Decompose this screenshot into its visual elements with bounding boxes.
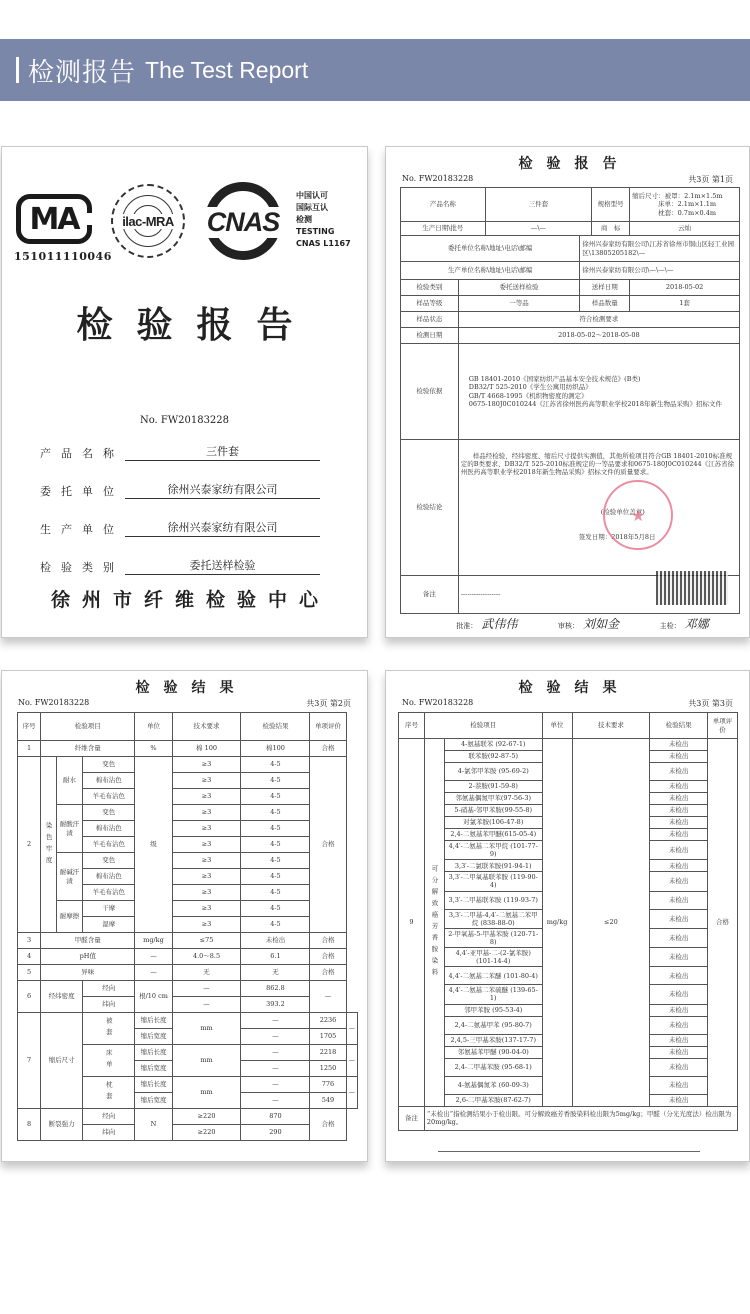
table-cell: 干摩 [83, 901, 135, 917]
table-row [18, 901, 358, 917]
table-cell: ≥3 [172, 901, 241, 917]
banner-accent-bar [16, 57, 19, 83]
substance-cell: 4,4′-二氨基二苯醚 (101-80-4) [444, 967, 542, 985]
table-cell: 776 [310, 1077, 346, 1093]
header-cell: 检验结果 [241, 713, 310, 741]
result-cell: 未检出 [650, 1004, 708, 1016]
table-cell: — [241, 1061, 310, 1077]
result-cell: 未检出 [650, 928, 708, 947]
cma-number: 151011110046 [14, 250, 112, 263]
table-cell: N [135, 1109, 172, 1141]
header-cell: 单项评价 [708, 713, 738, 739]
table-cell: 4-5 [241, 869, 310, 885]
table-cell: 棉100 [241, 741, 310, 757]
report-summary-page[interactable] [385, 146, 750, 638]
result-cell: 未检出 [650, 1094, 708, 1106]
fabric-sample-swatch [656, 571, 728, 605]
table-cell: 级 [135, 757, 172, 933]
table-cell: 羊毛布沾色 [83, 837, 135, 853]
table-cell: 缩后长度 [135, 1045, 172, 1061]
label-cell: 备注 [401, 576, 459, 614]
table-cell: ≥3 [172, 773, 241, 789]
conclusion-text: 样品经检验，经纬密度、缩后尺寸提供实测值，其他所检项目符合GB 18401-2010标准规定的B类要求、DB32/T 525-2010标准规定的一等品要求和0675-180J0C010244《江苏省徐州医药高等职业学校2018年新生物品采购》招标文件的质量要求。 [460, 452, 735, 477]
report-number: No. FW20183228 [18, 698, 90, 707]
issue-date: 签发日期：2018年5月8日 [578, 532, 656, 541]
certification-logos [14, 182, 363, 272]
table-cell: 393.2 [241, 997, 310, 1013]
table-cell: 甲醛含量 [41, 933, 135, 949]
table-cell: 7 [18, 1013, 41, 1109]
label-cell: 生产日期\批号 [401, 222, 486, 236]
result-cell: 未检出 [650, 948, 708, 967]
table-cell: 4 [18, 949, 41, 965]
cnas-caption-line: TESTING [296, 227, 335, 236]
results-page-2[interactable] [1, 670, 368, 1162]
remarks-cell: ------------------ [458, 576, 739, 614]
substance-cell: 邻氨基偶氮甲苯(97-56-3) [444, 793, 542, 805]
table-cell: 4.0～8.5 [172, 949, 241, 965]
table-cell: — [346, 1045, 358, 1077]
table-row [18, 1013, 358, 1029]
table-cell: 缩后尺寸 [41, 1013, 83, 1109]
ilac-mra-logo-icon [111, 184, 185, 258]
table-cell: ≥3 [172, 837, 241, 853]
result-cell: 未检出 [650, 860, 708, 872]
table-cell: ≥220 [172, 1125, 241, 1141]
table-cell: — [172, 997, 241, 1013]
table-cell: 4-5 [241, 885, 310, 901]
cover-title: 检验报告 [76, 305, 317, 346]
value-cell: 2018-05-02 [630, 280, 740, 296]
signature-row [436, 615, 729, 632]
value-cell: 云灿 [630, 222, 740, 236]
table-row [18, 981, 358, 997]
substance-cell: 3,3′-二甲基-4,4′-二氨基二苯甲烷 (838-88-0) [444, 909, 542, 928]
label-cell: 商 标 [592, 222, 630, 236]
results-page-3[interactable] [385, 670, 750, 1162]
table-cell: mm [172, 1013, 241, 1045]
table-cell: 4-5 [241, 789, 310, 805]
table-cell: 湿摩 [83, 917, 135, 933]
table-cell: 棉 100 [172, 741, 241, 757]
label-cell: 生产单位名称\地址\电话\邮编 [401, 262, 580, 280]
result-cell: 未检出 [650, 872, 708, 891]
substance-cell: 5-硝基-邻甲苯胺(99-55-8) [444, 805, 542, 817]
label-cell: 检验类别 [401, 280, 459, 296]
substance-cell: 联苯胺(92-87-5) [444, 751, 542, 763]
banner-title-cn: 检测报告 [28, 57, 137, 88]
table-cell: — [172, 981, 241, 997]
results-table-p3 [398, 712, 738, 1131]
remarks-label: 备注 [399, 1106, 425, 1130]
table-cell: 合格 [310, 949, 346, 965]
table-cell: 549 [310, 1093, 346, 1109]
label-cell: 样品等级 [401, 296, 459, 312]
table-cell: 缩后宽度 [135, 1029, 172, 1045]
remarks-row [399, 1106, 738, 1130]
table-cell: — [135, 965, 172, 981]
field-label: 检验类别 [40, 561, 124, 574]
result-cell: 未检出 [650, 829, 708, 841]
table-cell: pH值 [41, 949, 135, 965]
table-cell: — [241, 1029, 310, 1045]
cover-field-client [40, 481, 320, 499]
substance-cell: 2,4-二氨基苯甲醚(615-05-4) [444, 829, 542, 841]
substance-cell: 4,4′-二氨基二苯甲烷 (101-77-9) [444, 841, 542, 860]
subgroup-label: 耐碱汗渍 [57, 853, 83, 901]
page-info: 共3页 第3页 [688, 699, 733, 708]
testing-organization: 徐州市纤维检验中心 [50, 589, 330, 611]
vertical-label: 染色牢度 [44, 821, 53, 868]
result-cell: 未检出 [650, 1016, 708, 1034]
substance-cell: 3,3′-二甲氧基联苯胺 (119-90-4) [444, 872, 542, 891]
table-cell: 290 [241, 1125, 310, 1141]
table-cell: 经纬密度 [41, 981, 83, 1013]
result-cell: 未检出 [650, 763, 708, 781]
cover-field-producer [40, 519, 320, 537]
value-cell: 徐州兴泰家纺有限公司\江苏省徐州市铜山区轻工业园区\13805205182\— [580, 236, 740, 262]
cnas-logo-icon [200, 182, 286, 262]
table-cell: 经向 [83, 1109, 135, 1125]
cnas-caption-line: 国际互认 [296, 203, 328, 212]
section-banner [0, 39, 750, 101]
spec-line: 缩后尺寸：被罩：2.1m×1.5m [632, 192, 723, 201]
conclusion-cell [458, 440, 739, 576]
basis-line: GB 18401-2010《国家纺织产品基本安全技术规范》(B类) [468, 375, 641, 384]
table-cell: 2236 [310, 1013, 346, 1029]
vertical-label: 可分解致癌芳香胺染料 [430, 864, 439, 980]
vertical-label: 被套 [104, 1017, 113, 1040]
label-cell: 规格型号 [592, 188, 630, 222]
value-cell: 2018-05-02～2018-05-08 [458, 328, 739, 344]
table-cell: 4-5 [241, 917, 310, 933]
table-cell: 合格 [708, 739, 738, 1107]
table-cell: 变色 [83, 805, 135, 821]
cover-field-test-type [40, 557, 320, 575]
header-cell: 检验结果 [650, 713, 708, 739]
results-meta [402, 698, 733, 709]
table-cell: — [241, 1093, 310, 1109]
table-cell: ≥3 [172, 853, 241, 869]
table-cell: — [135, 949, 172, 965]
label-cell: 委托单位名称\地址\电话\邮编 [401, 236, 580, 262]
cnas-caption-line: 检测 [296, 215, 312, 224]
table-cell: 纬向 [83, 1125, 135, 1141]
header-row [18, 713, 358, 741]
substance-cell: 3,3′-二氯联苯胺(91-94-1) [444, 860, 542, 872]
value-cell: 符合检测要求 [458, 312, 739, 328]
subgroup-label [83, 1077, 135, 1109]
result-cell: 未检出 [650, 739, 708, 751]
table-cell: 1250 [310, 1061, 346, 1077]
table-row [18, 1109, 358, 1125]
header-cell: 检验项目 [424, 713, 542, 739]
table-cell: % [135, 741, 172, 757]
table-cell: ≥3 [172, 789, 241, 805]
results-title: 检验结果 [135, 680, 248, 696]
label-cell: 送样日期 [580, 280, 630, 296]
cover-field-product [40, 443, 320, 461]
table-cell: ≥3 [172, 885, 241, 901]
substance-cell: 4,4′-二氨基二苯硫醚 (139-65-1) [444, 985, 542, 1004]
table-cell: — [310, 981, 346, 1013]
group-label [424, 739, 444, 1107]
substance-cell: 2,4,5-三甲基苯胺(137-17-7) [444, 1034, 542, 1046]
table-cell: 缩后长度 [135, 1013, 172, 1029]
results-title: 检验结果 [518, 680, 631, 696]
value-cell: 徐州兴泰家纺有限公司\—\—\— [580, 262, 740, 280]
header-cell: 单位 [542, 713, 572, 739]
table-cell: 合格 [310, 741, 346, 757]
table-cell: 根/10 cm [135, 981, 172, 1013]
value-cell: 1套 [630, 296, 740, 312]
table-cell: — [346, 1077, 358, 1109]
table-cell: mg/kg [135, 933, 172, 949]
table-cell: 9 [399, 739, 425, 1107]
table-row [18, 757, 358, 773]
header-cell: 技术要求 [172, 713, 241, 741]
spec-cell [630, 188, 740, 222]
table-cell: ≥220 [172, 1109, 241, 1125]
field-label: 生产单位 [40, 523, 124, 536]
table-cell: 合格 [310, 1109, 346, 1141]
subgroup-label: 耐酸汗渍 [57, 805, 83, 853]
substance-cell: 2,4-二甲基苯胺 (95-68-1) [444, 1058, 542, 1076]
table-cell: — [346, 1013, 358, 1045]
table-cell: 4-5 [241, 837, 310, 853]
table-cell: ≥3 [172, 917, 241, 933]
table-cell: 4-5 [241, 773, 310, 789]
table-cell: 经向 [83, 981, 135, 997]
result-cell: 未检出 [650, 967, 708, 985]
cnas-caption-line: 中国认可 [296, 191, 328, 200]
substance-cell: 邻甲苯胺 (95-53-4) [444, 1004, 542, 1016]
results-meta [18, 698, 351, 709]
table-cell: 纤维含量 [41, 741, 135, 757]
table-cell: ≥3 [172, 757, 241, 773]
result-cell: 未检出 [650, 1034, 708, 1046]
table-cell: 4-5 [241, 805, 310, 821]
basis-line: DB32/T 525-2010《学生公寓用纺织品》 [468, 383, 592, 392]
table-cell: mg/kg [542, 739, 572, 1107]
basis-cell [458, 344, 739, 440]
table-cell: 870 [241, 1109, 310, 1125]
table-cell: mm [172, 1077, 241, 1109]
table-cell: 1 [18, 741, 41, 757]
table-cell: 4-5 [241, 901, 310, 917]
label-cell: 产品名称 [401, 188, 486, 222]
substance-cell: 4-氯邻甲苯胺 (95-69-2) [444, 763, 542, 781]
table-cell: 棉布沾色 [83, 773, 135, 789]
field-value: 徐州兴泰家纺有限公司 [125, 519, 320, 537]
header-cell: 检验项目 [41, 713, 135, 741]
table-row [18, 933, 358, 949]
basis-line: GB/T 4668-1995《机织物密度的测定》 [468, 391, 588, 400]
table-cell: 未检出 [241, 933, 310, 949]
table-cell: 无 [172, 965, 241, 981]
value-cell: 三件套 [485, 188, 592, 222]
label-cell: 检测日期 [401, 328, 459, 344]
value-cell: —\— [485, 222, 592, 236]
substance-cell: 2,4-二氨基甲苯 (95-80-7) [444, 1016, 542, 1034]
substance-cell: 2,6-二甲基苯胺(87-62-7) [444, 1094, 542, 1106]
table-cell: 羊毛布沾色 [83, 885, 135, 901]
field-value: 三件套 [125, 443, 320, 461]
table-cell: 羊毛布沾色 [83, 789, 135, 805]
cnas-logo-text: CNAS [200, 207, 286, 238]
table-cell: — [241, 1013, 310, 1029]
subgroup-label: 耐摩擦 [57, 901, 83, 933]
report-title: 检验报告 [518, 156, 631, 172]
substance-cell: 对氯苯胺(106-47-8) [444, 817, 542, 829]
signature-approve: 批准： 武伟伟 [456, 617, 518, 631]
signature-inspector: 主检： 邓娜 [659, 617, 709, 631]
cnas-caption-line: CNAS L1167 [296, 239, 351, 248]
report-cover-page[interactable] [1, 146, 368, 638]
table-cell: 2218 [310, 1045, 346, 1061]
subgroup-label [83, 1013, 135, 1045]
table-cell: 合格 [310, 933, 346, 949]
table-cell: 无 [241, 965, 310, 981]
subgroup-label: 耐水 [57, 757, 83, 805]
result-cell: 未检出 [650, 1076, 708, 1094]
table-cell: 合格 [310, 757, 346, 933]
table-cell: 缩后宽度 [135, 1061, 172, 1077]
table-cell: 断裂强力 [41, 1109, 83, 1141]
table-cell: 合格 [310, 965, 346, 981]
table-cell: 缩后宽度 [135, 1093, 172, 1109]
substance-cell: 邻氨基苯甲醚 (90-04-0) [444, 1046, 542, 1058]
field-value: 徐州兴泰家纺有限公司 [125, 481, 320, 499]
table-cell: 6 [18, 981, 41, 1013]
result-cell: 未检出 [650, 751, 708, 763]
page-info: 共3页 第2页 [306, 699, 351, 708]
table-row [18, 805, 358, 821]
table-cell: 变色 [83, 757, 135, 773]
signature-review: 审核： 刘如金 [557, 617, 619, 631]
table-row [18, 853, 358, 869]
table-cell: ≥3 [172, 869, 241, 885]
header-cell: 单项评价 [310, 713, 346, 741]
result-cell: 未检出 [650, 793, 708, 805]
official-seal-stamp [603, 480, 673, 550]
table-cell: 6.1 [241, 949, 310, 965]
table-cell: 4-5 [241, 853, 310, 869]
label-cell: 样品状态 [401, 312, 459, 328]
table-cell: 1705 [310, 1029, 346, 1045]
ilac-logo-text: ilac-MRA [122, 213, 174, 229]
table-cell: 变色 [83, 853, 135, 869]
table-cell: 4-5 [241, 821, 310, 837]
label-cell: 检验依据 [401, 344, 459, 440]
banner-title-en: The Test Report [145, 56, 309, 83]
table-cell: 纬向 [83, 997, 135, 1013]
result-cell: 未检出 [650, 909, 708, 928]
vertical-label: 床单 [104, 1049, 113, 1072]
table-cell: — [241, 1045, 310, 1061]
table-cell: 8 [18, 1109, 41, 1141]
substance-cell: 2-萘胺(91-59-8) [444, 781, 542, 793]
header-row [399, 713, 738, 739]
header-cell: 序号 [399, 713, 425, 739]
stamp-note: (检验单位盖章) [600, 508, 645, 517]
report-number: No. FW20183228 [402, 698, 474, 707]
substance-cell: 2-甲氧基-5-甲基苯胺 (120-71-8) [444, 928, 542, 947]
subgroup-label [83, 1045, 135, 1077]
result-cell: 未检出 [650, 985, 708, 1004]
substance-cell: 3,3′-二甲基联苯胺 (119-93-7) [444, 891, 542, 909]
cover-report-number: No. FW20183228 [139, 415, 230, 426]
spec-line: 枕套：0.7m×0.4m [658, 208, 717, 217]
label-cell: 检验结论 [401, 440, 459, 576]
table-cell: 棉布沾色 [83, 821, 135, 837]
result-cell: 未检出 [650, 1046, 708, 1058]
basis-line: 0675-180J0C010244《江苏省徐州医药高等职业学校2018年新生物品采购》招标文件 [468, 399, 722, 408]
header-cell: 单位 [135, 713, 172, 741]
header-cell: 序号 [18, 713, 41, 741]
report-number: No. FW20183228 [402, 174, 474, 183]
table-row [399, 739, 738, 751]
value-cell: 委托送样检验 [458, 280, 580, 296]
cma-logo-icon: MA [16, 194, 92, 244]
label-cell: 样品数量 [580, 296, 630, 312]
vertical-label: 枕套 [104, 1081, 113, 1104]
field-label: 产品名称 [40, 447, 124, 460]
table-row [18, 949, 358, 965]
page-info: 共3页 第1页 [688, 175, 733, 184]
result-cell: 未检出 [650, 805, 708, 817]
table-cell: 862.8 [241, 981, 310, 997]
table-cell: ≤75 [172, 933, 241, 949]
report-summary-table [400, 187, 740, 614]
cnas-caption [296, 190, 351, 250]
table-cell: 异味 [41, 965, 135, 981]
results-table-p2 [17, 712, 358, 1141]
result-cell: 未检出 [650, 891, 708, 909]
table-row [18, 965, 358, 981]
table-cell: mm [172, 1045, 241, 1077]
table-cell: 5 [18, 965, 41, 981]
value-cell: 一等品 [458, 296, 580, 312]
result-cell: 未检出 [650, 781, 708, 793]
group-label [41, 757, 57, 933]
table-cell: 2 [18, 757, 41, 933]
substance-cell: 4,4′-亚甲基-二-(2-氯苯胺) (101-14-4) [444, 948, 542, 967]
result-cell: 未检出 [650, 841, 708, 860]
field-value: 委托送样检验 [125, 557, 320, 575]
substance-cell: 4-氨基联苯 (92-67-1) [444, 739, 542, 751]
table-cell: — [241, 1077, 310, 1093]
report-meta [402, 174, 733, 185]
spec-line: 床单：2.1m×1.1m [658, 200, 717, 209]
table-cell: 3 [18, 933, 41, 949]
remarks-text: “未检出”指检测结果小于检出限。可分解致癌芳香胺染料检出限为5mg/kg；甲醛（分光光度法）检出限为20mg/kg。 [424, 1106, 737, 1130]
table-cell: ≤20 [572, 739, 650, 1107]
field-label: 委托单位 [40, 485, 124, 498]
header-cell: 技术要求 [572, 713, 650, 739]
page-footer-rule [438, 1151, 700, 1152]
result-cell: 未检出 [650, 1058, 708, 1076]
substance-cell: 4-氨基偶氮苯 (60-09-3) [444, 1076, 542, 1094]
table-cell: 棉布沾色 [83, 869, 135, 885]
table-row [18, 741, 358, 757]
result-cell: 未检出 [650, 817, 708, 829]
table-cell: ≥3 [172, 821, 241, 837]
table-cell: ≥3 [172, 805, 241, 821]
table-cell: 4-5 [241, 757, 310, 773]
table-cell: 缩后长度 [135, 1077, 172, 1093]
